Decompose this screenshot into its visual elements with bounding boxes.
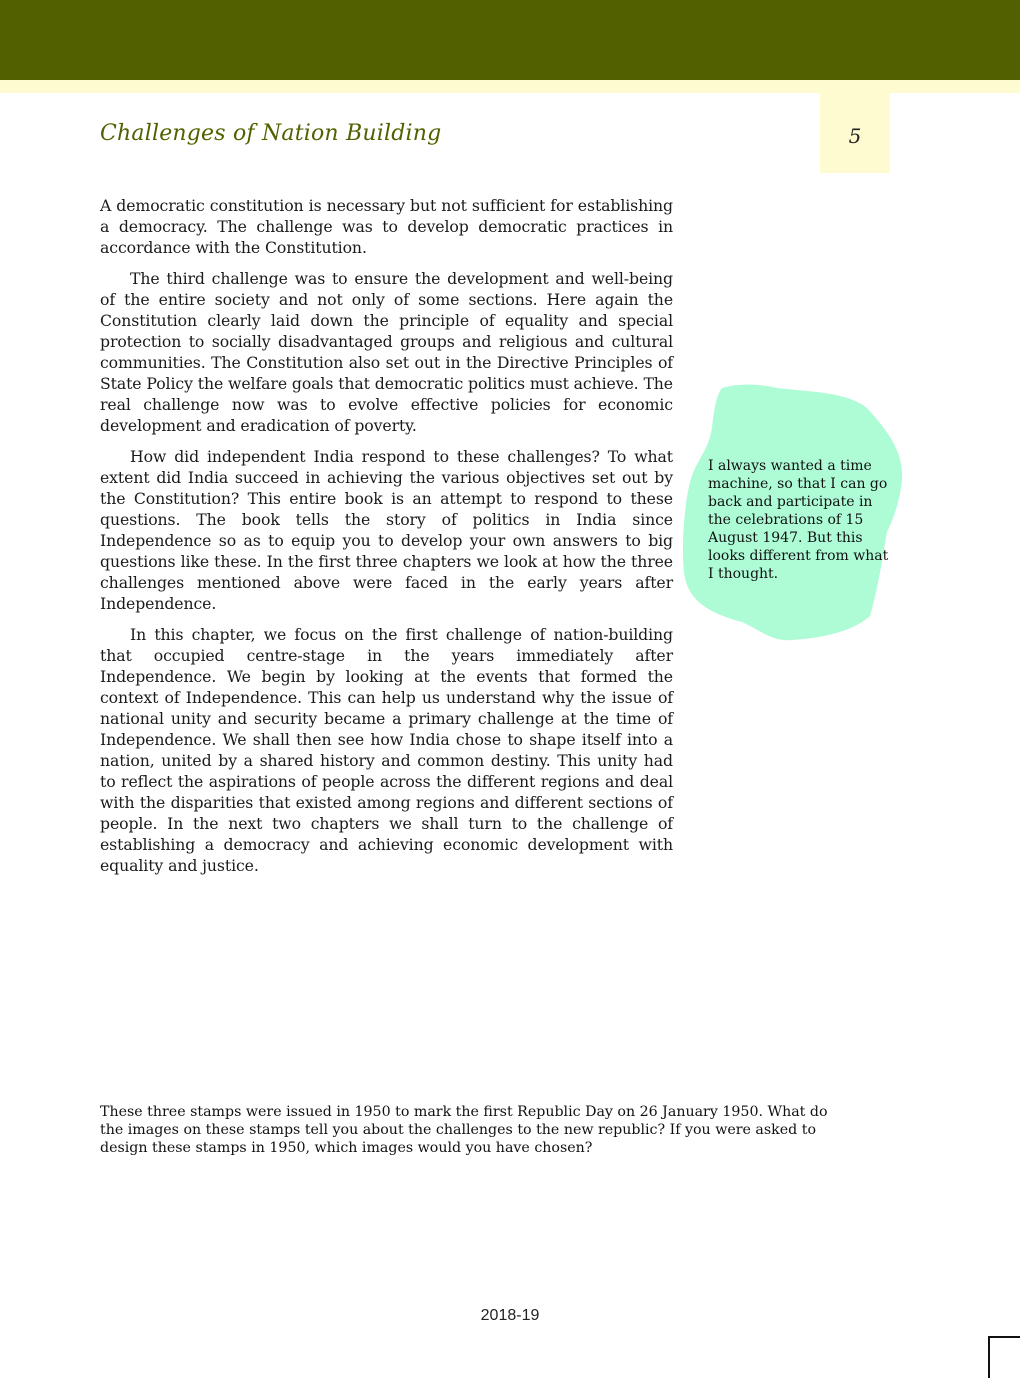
paragraph-4: In this chapter, we focus on the first challenge of nation-building that occupied centre-stage in the years immediately after Independence. We begin by looking at the events that formed the context of Independence. This can help us understand why the issue of national unity and security became a primary challenge at the time of Independence. We shall then see how India chose to shape itself into a nation, united by a shared history and common destiny. This unity had to reflect the aspirations of people across the different regions and deal with the disparities that existed among regions and different sections of people. In the next two chapters we shall turn to the challenge of establishing a democracy and achieving economic development with equality and justice. <box>100 625 673 875</box>
header-band <box>0 0 1020 80</box>
page-number: 5 <box>848 124 862 148</box>
paragraph-3: How did independent India respond to these challenges? To what extent did India succeed in achieving the various objectives set out by the Constitution? This entire book is an attempt to respond to these questions. The book tells the story of politics in India since Independence so as to equip you to develop your own answers to big questions like these. In the first three chapters we look at how the three challenges mentioned above were faced in the early years after Independence. <box>100 447 673 613</box>
margin-note-text: I always wanted a time machine, so that I can go back and participate in the celebrations of 15 August 1947. But this looks different from what I thought. <box>708 458 889 582</box>
footer-year: 2018-19 <box>480 1307 540 1324</box>
chapter-title: Challenges of Nation Building <box>100 121 442 146</box>
header-cream-strip <box>0 80 1020 93</box>
paragraph-2: The third challenge was to ensure the development and well-being of the entire society and not only of some sections. Here again the Constitution clearly laid down the principle of equality and special protection to socially disadvantaged groups and religious and cultural communities. The Constitution also set out in the Directive Principles of State Policy the welfare goals that democratic politics must achieve. The real challenge now was to evolve effective policies for economic development and eradication of poverty. <box>100 269 673 435</box>
paragraph-1: A democratic constitution is necessary but not sufficient for establishing a democracy. The challenge was to develop democratic practices in accordance with the Constitution. <box>100 196 673 257</box>
stamps-caption: These three stamps were issued in 1950 to mark the first Republic Day on 26 January 1950. What do the images on these stamps tell you about the challenges to the new republic? If you were asked to design these stamps in 1950, which images would you have chosen? <box>100 1104 828 1156</box>
crop-corner-mark <box>988 1336 1020 1378</box>
main-text-column <box>100 195 673 886</box>
